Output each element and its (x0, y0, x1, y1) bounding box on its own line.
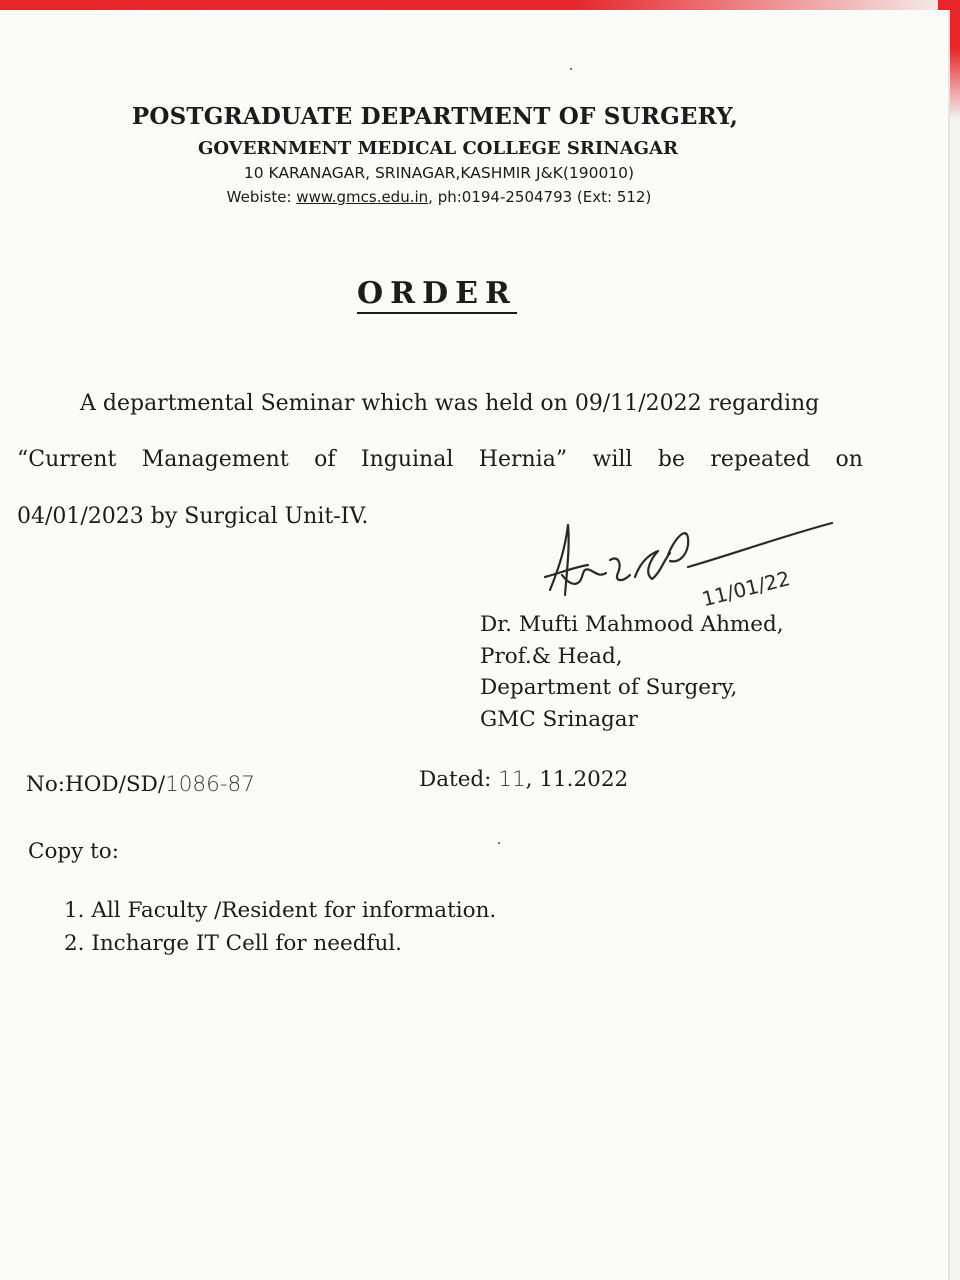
reference-number (26, 772, 255, 797)
phone-text: , ph:0194-2504793 (Ext: 512) (428, 188, 652, 206)
body-word: be (657, 447, 685, 472)
body-line-2 (17, 447, 863, 472)
body-line-1: A departmental Seminar which was held on 09/11/2022 regarding (80, 391, 820, 416)
signatory-name: Dr. Mufti Mahmood Ahmed, (480, 612, 784, 637)
speck (570, 68, 572, 70)
document-page (0, 10, 948, 1280)
signatory-designation: Prof.& Head, (480, 643, 623, 669)
signature-date: 11/01/22 (699, 566, 793, 612)
speck (498, 842, 500, 844)
website-label: Webiste: (226, 188, 297, 206)
body-word: will (592, 447, 633, 472)
signatory-department: Department of Surgery, (480, 675, 738, 700)
list-item: 2. Incharge IT Cell for needful. (64, 931, 403, 956)
copy-to-list (64, 894, 496, 960)
reference-prefix: No:HOD/SD/ (26, 772, 166, 797)
signatory-institution: GMC Srinagar (480, 706, 638, 732)
dated-label: Dated: (419, 767, 499, 792)
dated-separator: , (525, 767, 533, 792)
body-word: Management (141, 447, 289, 472)
list-item: 1. All Faculty /Resident for information. (64, 898, 497, 923)
reference-number-handwritten: 1086-87 (165, 772, 255, 797)
header-contact (0, 188, 878, 206)
body-word: Hernia” (478, 447, 568, 472)
dated-month-year: 11.2022 (539, 767, 629, 792)
body-word: on (835, 447, 863, 472)
header-college: GOVERNMENT MEDICAL COLLEGE SRINAGAR (198, 138, 678, 159)
signatory-block (480, 609, 784, 735)
dated-day-handwritten: 11 (498, 767, 526, 792)
body-word: “Current (17, 447, 117, 472)
header-department: POSTGRADUATE DEPARTMENT OF SURGERY, (131, 103, 739, 130)
website-link[interactable]: www.gmcs.edu.in (296, 188, 429, 206)
body-line-3: 04/01/2023 by Surgical Unit-IV. (17, 504, 369, 529)
header-address: 10 KARANAGAR, SRINAGAR,KASHMIR J&K(190010) (243, 164, 635, 182)
body-word: Inguinal (360, 447, 454, 472)
copy-to-label: Copy to: (28, 839, 119, 864)
body-word: repeated (710, 447, 811, 472)
signature-handwritten (540, 515, 850, 615)
order-title: ORDER (357, 276, 517, 314)
body-word: of (314, 447, 336, 472)
dated-line (419, 767, 628, 792)
